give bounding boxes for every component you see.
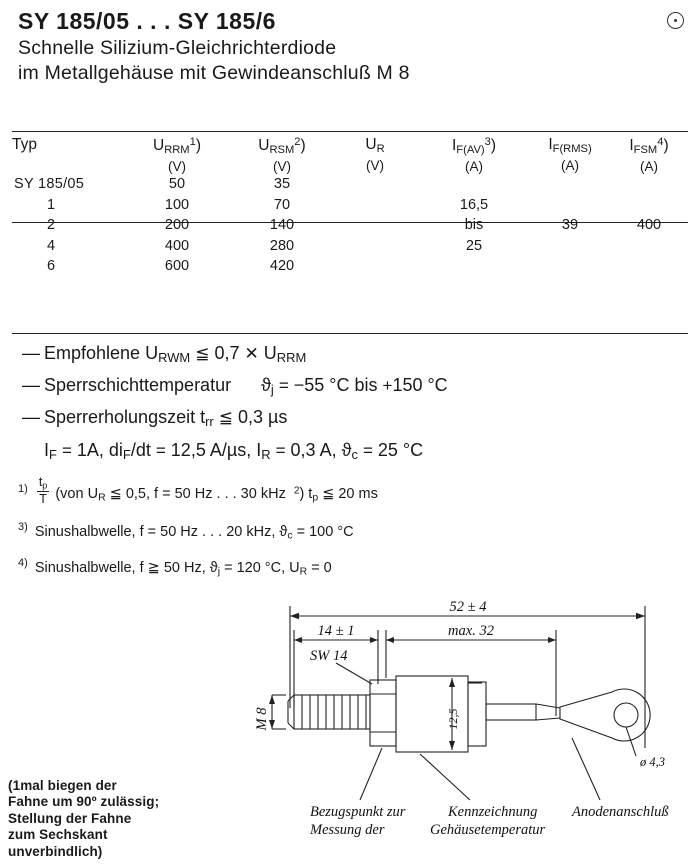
cell-ifsm [610, 195, 688, 216]
subtitle-line-1: Schnelle Silizium-Gleichrichterdiode [18, 37, 337, 60]
table-row [12, 215, 688, 236]
cell-ifav: 25 [465, 237, 483, 254]
callout-case-temp: Gehäusetemperatur [430, 822, 546, 838]
column-header-ursm: $U_{RSM}^2$) (V) [258, 136, 306, 174]
callout-marking: Kennzeichnung [448, 804, 538, 820]
document-header [18, 8, 658, 85]
dim-total-length: 52 ± 4 [449, 599, 487, 615]
bending-note [8, 778, 238, 860]
callout-anode-connection: Anodenanschluß [572, 804, 669, 820]
column-header-ur: $U_R$ (V) [365, 136, 385, 173]
note-dash: — [22, 375, 40, 396]
note-item [22, 408, 682, 429]
footnotes [18, 476, 678, 594]
cell-ur [332, 236, 418, 257]
bending-note-line: (1mal biegen der [8, 778, 117, 793]
dim-max-length: max. 32 [448, 623, 494, 639]
callout-reference-point-line2: Messung der [310, 822, 385, 838]
column-header-urrm: $U_{RRM}^1$) (V) [152, 136, 201, 174]
cell-ursm: 70 [273, 196, 291, 213]
cell-ifsm [610, 174, 688, 195]
column-header-ifrms: $I_{F(RMS)}$ (A) [548, 136, 592, 173]
table-row [12, 195, 688, 216]
cell-urrm: 50 [168, 176, 186, 193]
characteristics-notes [22, 344, 682, 462]
footnote-text: (von $U_R$ ≦ 0,5, f = 50 Hz . . . 30 kHz $^2$) $t_p$ ≦ 20 ms [55, 485, 378, 504]
note-text: Sperrerholungszeit $t_{rr}$ ≦ 0,3 µs [44, 407, 288, 430]
cell-ifav [418, 256, 530, 277]
table-row [12, 174, 688, 195]
cell-typ: 6 [47, 258, 56, 275]
dim-hex-width: SW 14 [310, 648, 348, 664]
cell-ifsm: 400 [636, 217, 662, 234]
cell-ifsm [610, 256, 688, 277]
dim-body-dia: 12,5 [446, 708, 460, 730]
cell-urrm: 100 [164, 196, 190, 213]
note-item [22, 376, 682, 397]
table-row [12, 236, 688, 257]
table-row [12, 256, 688, 277]
dim-thread-length: 14 ± 1 [317, 623, 355, 639]
footnote-marker: 1) [18, 482, 28, 495]
footnote-text: Sinushalbwelle, f ≧ 50 Hz, $ϑ_j = 120$ °C, $U_R = 0$ [34, 559, 332, 578]
footnote-marker: 4) [18, 556, 28, 569]
footnote-fraction: $\frac{t_p}{T}$ [38, 475, 48, 507]
dim-hole-dia: ø 4,3 [640, 755, 665, 769]
cell-typ: 4 [47, 237, 56, 254]
cell-urrm: 400 [164, 237, 190, 254]
cell-typ: 1 [47, 196, 56, 213]
cell-ur [332, 215, 418, 236]
cell-ur [332, 174, 418, 195]
cell-ifrms [530, 195, 610, 216]
note-text: Empfohlene $U_{RWM}$ ≦ 0,7 ✕ $U_{RRM}$ [44, 343, 307, 366]
rule-above-table [12, 131, 688, 132]
cell-urrm: 600 [164, 258, 190, 275]
cell-ifav: bis [464, 217, 484, 234]
cell-ifrms: 39 [561, 217, 579, 234]
dim-thread: M 8 [254, 707, 270, 731]
cell-ifav [418, 174, 530, 195]
column-header-ifav: $I_{F(AV)}^3$) (A) [451, 136, 496, 174]
note-dash: — [22, 343, 40, 363]
column-header-typ: Typ [12, 136, 37, 153]
callout-reference-point-line1: Bezugspunkt zur [310, 804, 406, 820]
bending-note-line: zum Sechskant [8, 827, 108, 843]
cell-typ: SY 185/05 [14, 176, 85, 193]
note-subline: $I_F = 1A$, $di_F/dt = 12,5$ A/µs, $I_R = 0,3$ A, $ϑ_c = 25$ °C [44, 439, 424, 462]
cell-typ: 2 [47, 217, 56, 234]
footnote-marker: 3) [18, 520, 28, 533]
cell-ursm: 420 [269, 258, 295, 275]
registration-dot-icon [667, 12, 684, 29]
cell-ifrms [530, 174, 610, 195]
cell-ifav: 16,5 [459, 196, 489, 213]
footnote-3 [18, 522, 678, 542]
note-text: Sperrschichttemperatur $ϑ_j = -55$ °C bis +150 °C [44, 375, 448, 398]
cell-ur [332, 195, 418, 216]
subtitle-line-2: im Metallgehäuse mit Gewindeanschluß M 8 [18, 61, 410, 84]
note-dash: — [22, 407, 40, 428]
cell-ursm: 35 [273, 176, 291, 193]
column-header-ifsm: $I_{FSM}^4$) (A) [629, 136, 669, 174]
footnote-text: Sinushalbwelle, f = 50 Hz . . . 20 kHz, $ϑ_c = 100$ °C [34, 523, 354, 542]
footnote-4 [18, 558, 678, 578]
cell-ifrms [530, 256, 610, 277]
cell-ursm: 140 [269, 217, 295, 234]
cell-ur [332, 256, 418, 277]
bending-note-line: Fahne um 90º zulässig; [8, 794, 160, 810]
bending-note-line: Stellung der Fahne [8, 810, 132, 826]
specification-table [12, 136, 688, 277]
note-item [22, 344, 682, 365]
cell-ursm: 280 [269, 237, 295, 254]
page-title: SY 185/05 . . . SY 185/6 [18, 8, 276, 34]
cell-urrm: 200 [164, 217, 190, 234]
rule-below-table [12, 333, 688, 334]
footnote-1 [18, 476, 678, 506]
cell-ifrms [530, 236, 610, 257]
bending-note-line: unverbindlich) [8, 843, 103, 859]
cell-ifsm [610, 236, 688, 257]
